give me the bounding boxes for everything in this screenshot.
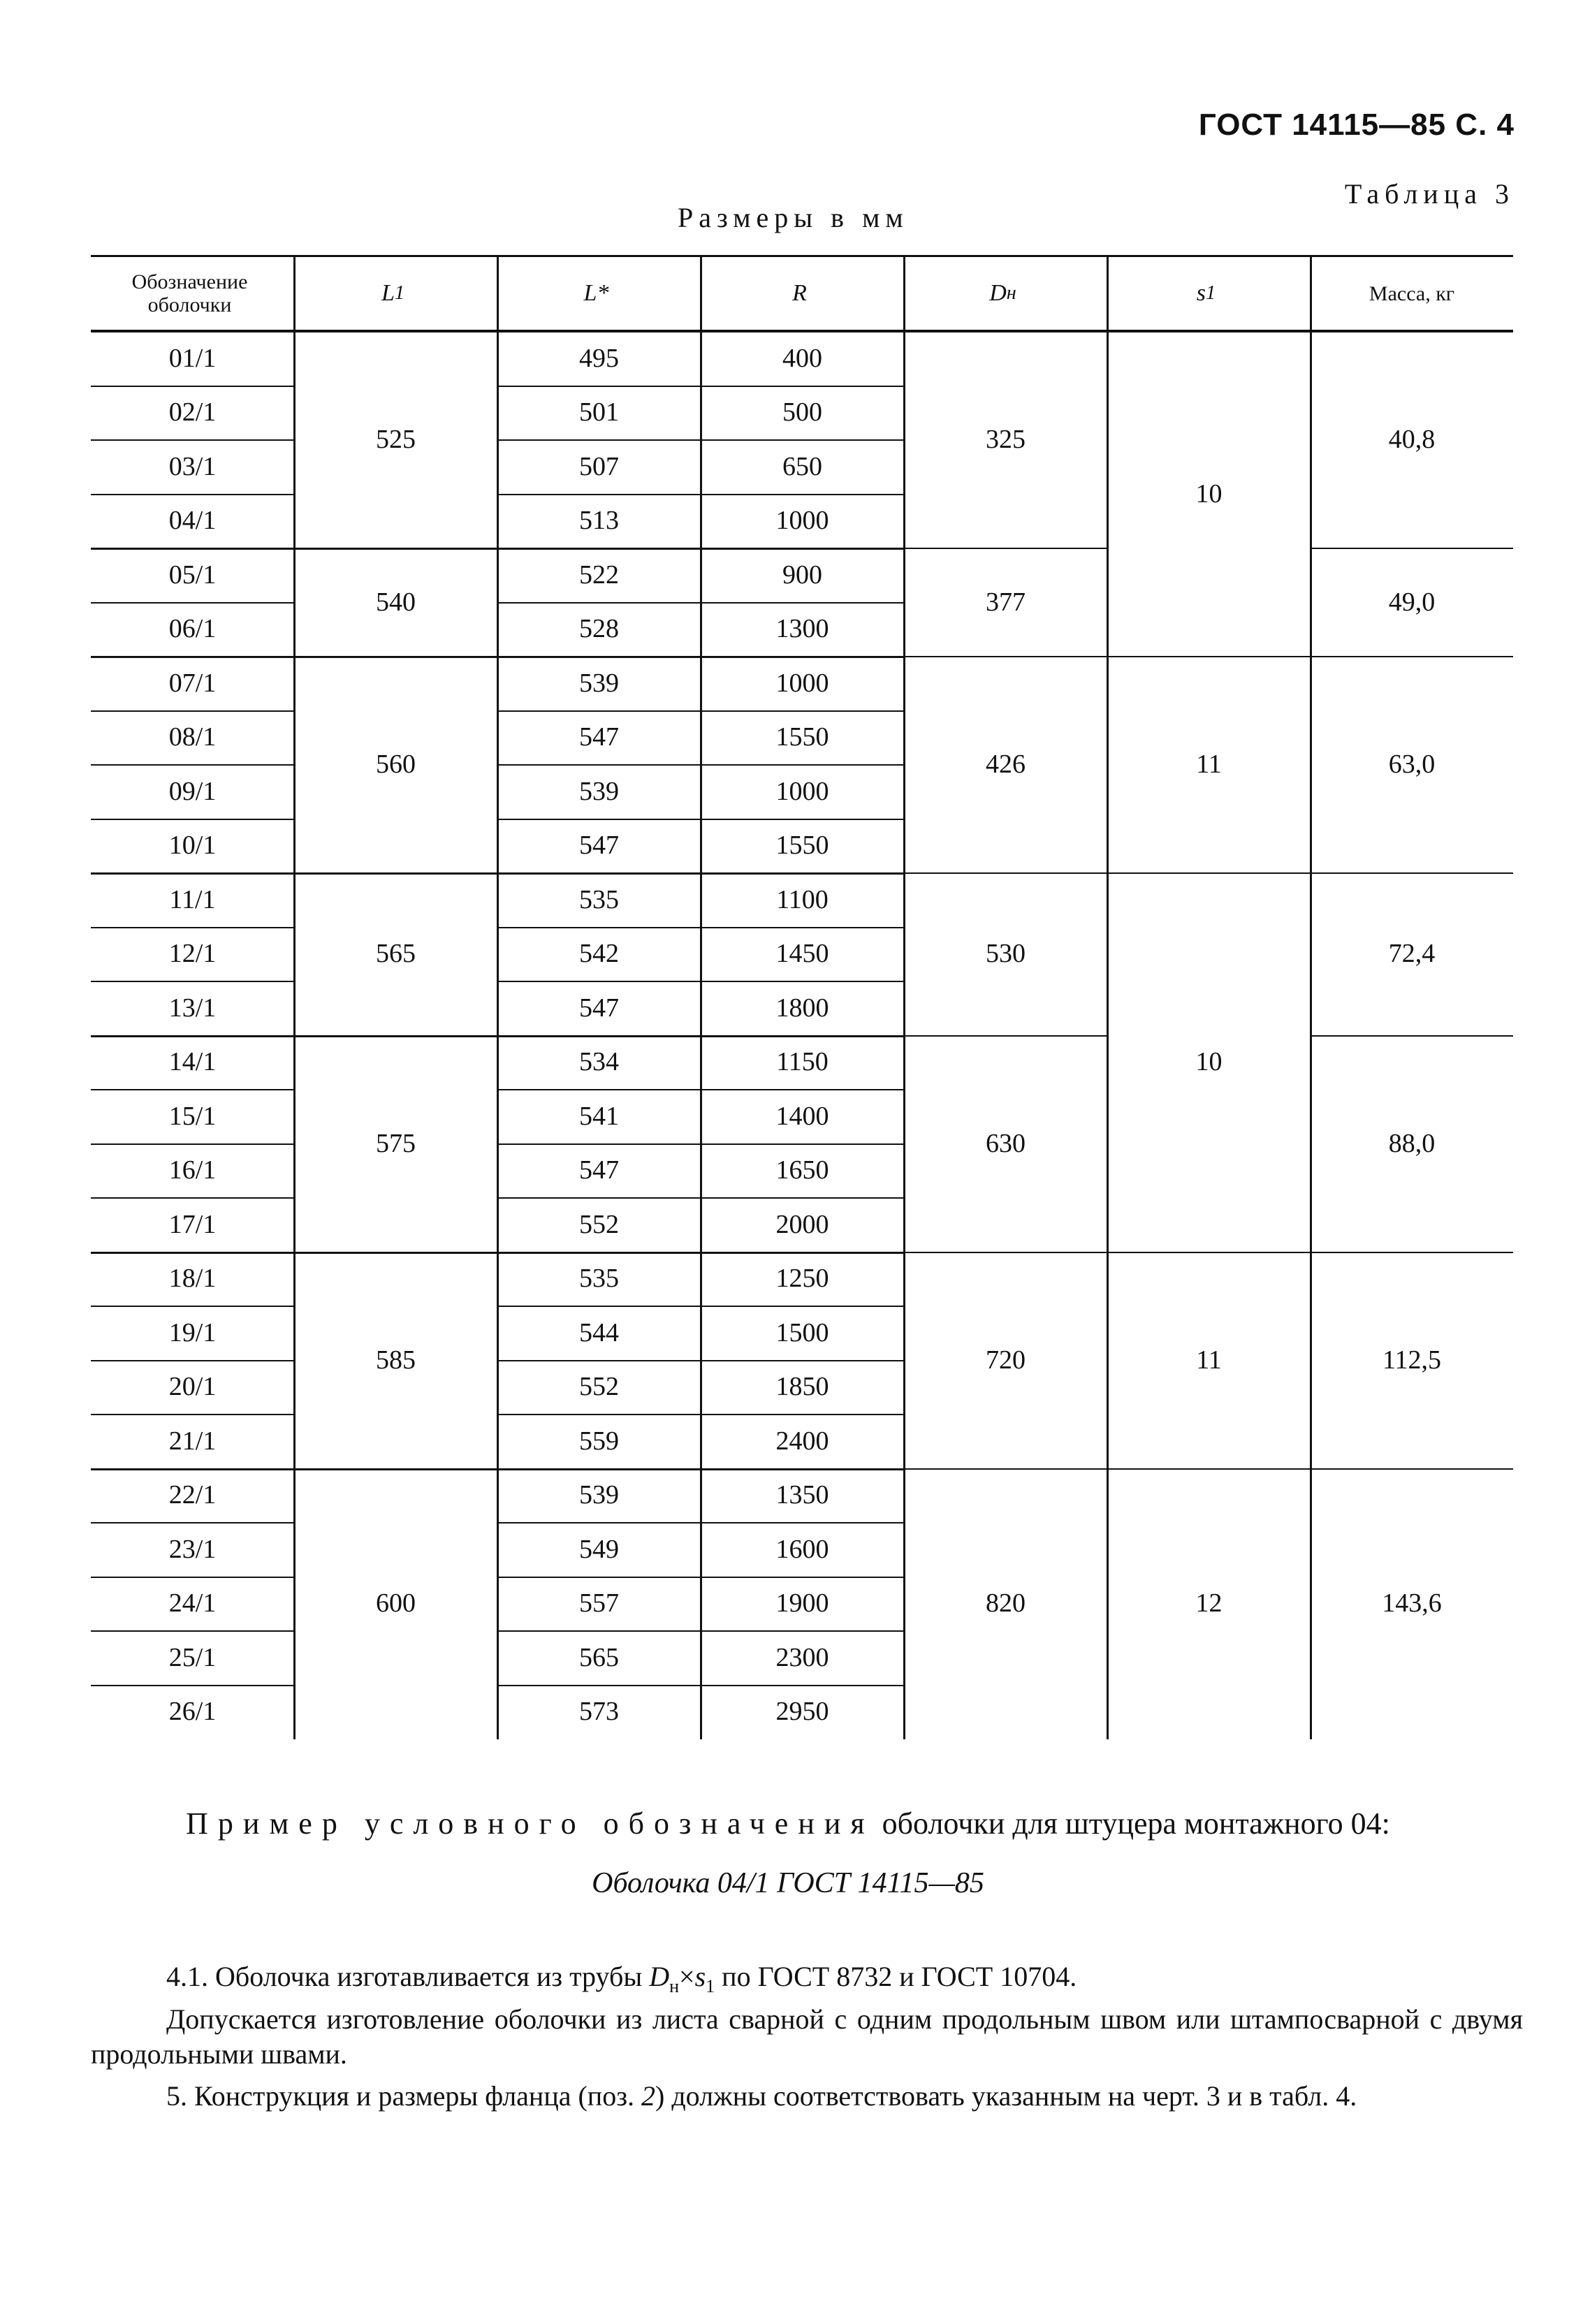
- l-cell: 573: [579, 1697, 619, 1727]
- r-cell: 1100: [776, 884, 829, 914]
- designation-cell: 26/1: [168, 1697, 217, 1727]
- l1-group-cell: 525: [376, 425, 416, 455]
- group-separator: [91, 656, 904, 658]
- l-cell: 544: [579, 1317, 619, 1347]
- designation-cell: 20/1: [168, 1372, 217, 1402]
- r-cell: 1350: [775, 1480, 829, 1510]
- col-header-l: L*: [583, 280, 609, 307]
- s1-group-cell: 10: [1195, 478, 1223, 509]
- designation-cell: 07/1: [168, 668, 217, 698]
- r-cell: 500: [782, 397, 822, 427]
- group-rule: [904, 1468, 1107, 1470]
- r-cell: 1000: [775, 506, 829, 536]
- l-cell: 541: [579, 1101, 619, 1131]
- group-rule: [1107, 872, 1311, 874]
- group-separator: [91, 1252, 904, 1254]
- r-cell: 1850: [775, 1372, 829, 1402]
- col-header-r: R: [792, 280, 807, 307]
- group-separator: [91, 548, 904, 550]
- r-cell: 400: [782, 343, 822, 373]
- l1-group-cell: 560: [376, 750, 416, 780]
- mass-group-cell: 88,0: [1388, 1128, 1436, 1158]
- r-cell: 1500: [775, 1317, 829, 1347]
- l-cell: 549: [579, 1534, 619, 1564]
- group-rule: [1107, 656, 1311, 657]
- l-cell: 542: [579, 939, 619, 969]
- designation-cell: 13/1: [168, 993, 217, 1023]
- designation-cell: 21/1: [168, 1426, 217, 1456]
- s1-group-cell: 10: [1195, 1047, 1223, 1077]
- designation-cell: 03/1: [168, 451, 217, 481]
- group-separator: [91, 1468, 904, 1470]
- l-cell: 547: [579, 722, 619, 752]
- s1-group-cell: 11: [1196, 1345, 1222, 1375]
- l-cell: 552: [579, 1372, 619, 1402]
- group-rule: [904, 1035, 1107, 1037]
- page-header: ГОСТ 14115—85 С. 4: [1198, 108, 1515, 142]
- designation-cell: 08/1: [168, 722, 217, 752]
- paragraph-4-1: 4.1. Оболочка изготавливается из трубы $D_н\times s_1$ по ГОСТ 8732 и ГОСТ 10704.: [166, 1961, 1077, 1996]
- dn-group-cell: 630: [986, 1128, 1026, 1158]
- l-cell: 547: [579, 831, 619, 861]
- mass-group-cell: 49,0: [1388, 587, 1436, 617]
- group-separator: [91, 872, 904, 875]
- designation-cell: 24/1: [168, 1588, 217, 1618]
- r-cell: 1150: [776, 1047, 829, 1077]
- designation-cell: 01/1: [168, 343, 217, 373]
- designation-cell: 02/1: [168, 397, 217, 427]
- designation-cell: 12/1: [168, 939, 217, 969]
- dn-group-cell: 426: [986, 750, 1026, 780]
- r-cell: 1400: [775, 1101, 829, 1131]
- paragraph-allowed: Допускается изготовление оболочки из листа сварной с одним продольным швом или штампосварной с двумя продольными швами.: [91, 2003, 1523, 2070]
- l-cell: 557: [579, 1588, 619, 1618]
- group-rule: [1311, 548, 1513, 549]
- l-cell: 501: [579, 397, 619, 427]
- col-header-mass: Масса, кг: [1369, 282, 1455, 305]
- l-cell: 495: [579, 343, 619, 373]
- l1-group-cell: 565: [376, 939, 416, 969]
- l-cell: 547: [579, 1155, 619, 1185]
- group-separator: [91, 1035, 904, 1037]
- l-cell: 539: [579, 1480, 619, 1510]
- group-rule: [1107, 1468, 1311, 1470]
- designation-cell: 14/1: [168, 1047, 217, 1077]
- designation-cell: 11/1: [169, 884, 216, 914]
- l-cell: 552: [579, 1209, 619, 1239]
- l-cell: 528: [579, 614, 619, 644]
- l1-group-cell: 575: [376, 1128, 416, 1158]
- l-cell: 539: [579, 776, 619, 806]
- l-cell: 507: [579, 451, 619, 481]
- l1-group-cell: 540: [376, 587, 416, 617]
- s1-group-cell: 11: [1196, 750, 1222, 780]
- l-cell: 547: [579, 993, 619, 1023]
- r-cell: 1600: [775, 1534, 829, 1564]
- designation-cell: 18/1: [168, 1264, 217, 1294]
- group-rule: [1311, 656, 1513, 657]
- dn-group-cell: 325: [986, 425, 1026, 455]
- designation-cell: 09/1: [168, 776, 217, 806]
- designation-cell: 06/1: [168, 614, 217, 644]
- mass-group-cell: 40,8: [1388, 425, 1436, 455]
- r-cell: 1250: [775, 1264, 829, 1294]
- group-rule: [1107, 1252, 1311, 1253]
- l-cell: 559: [579, 1426, 619, 1456]
- r-cell: 1000: [775, 668, 829, 698]
- r-cell: 1550: [775, 831, 829, 861]
- r-cell: 1450: [775, 939, 829, 969]
- units-caption: Размеры в мм: [678, 202, 909, 233]
- designation-cell: 19/1: [168, 1317, 217, 1347]
- l1-group-cell: 600: [376, 1588, 416, 1618]
- r-cell: 1000: [775, 776, 829, 806]
- group-rule: [904, 548, 1107, 549]
- l-cell: 534: [579, 1047, 619, 1077]
- r-cell: 1650: [775, 1155, 829, 1185]
- r-cell: 2950: [775, 1697, 829, 1727]
- mass-group-cell: 143,6: [1382, 1588, 1442, 1618]
- group-rule: [904, 656, 1107, 657]
- l-cell: 565: [579, 1642, 619, 1672]
- mass-group-cell: 72,4: [1388, 939, 1436, 969]
- r-cell: 2000: [775, 1209, 829, 1239]
- l1-group-cell: 585: [376, 1345, 416, 1375]
- group-rule: [1311, 1252, 1513, 1253]
- r-cell: 1300: [775, 614, 829, 644]
- dn-group-cell: 820: [986, 1588, 1026, 1618]
- group-rule: [904, 1252, 1107, 1253]
- dn-group-cell: 720: [986, 1345, 1026, 1375]
- mass-group-cell: 63,0: [1388, 750, 1436, 780]
- l-cell: 513: [579, 506, 619, 536]
- designation-cell: 25/1: [168, 1642, 217, 1672]
- table-number: Таблица 3: [1344, 178, 1515, 210]
- col-header-designation: Обозначение оболочки: [131, 270, 248, 316]
- r-cell: 2300: [775, 1642, 829, 1672]
- designation-cell: 16/1: [168, 1155, 217, 1185]
- l-cell: 535: [579, 884, 619, 914]
- designation-cell: 23/1: [168, 1534, 217, 1564]
- designation-cell: 10/1: [168, 831, 217, 861]
- group-rule: [1311, 1035, 1513, 1037]
- r-cell: 2400: [775, 1426, 829, 1456]
- s1-group-cell: 12: [1195, 1588, 1223, 1618]
- r-cell: 900: [782, 560, 822, 590]
- mass-group-cell: 112,5: [1382, 1345, 1442, 1375]
- example-designation: Оболочка 04/1 ГОСТ 14115—85: [592, 1867, 984, 1899]
- r-cell: 1550: [775, 722, 829, 752]
- r-cell: 650: [782, 451, 822, 481]
- designation-cell: 05/1: [168, 560, 217, 590]
- dn-group-cell: 377: [986, 587, 1026, 617]
- col-header-s1: s 1: [1196, 280, 1216, 307]
- designation-cell: 17/1: [168, 1209, 217, 1239]
- r-cell: 1900: [775, 1588, 829, 1618]
- designation-cell: 15/1: [168, 1101, 217, 1131]
- l-cell: 539: [579, 668, 619, 698]
- group-rule: [904, 872, 1107, 874]
- designation-cell: 04/1: [168, 506, 217, 536]
- group-rule: [1311, 1468, 1513, 1470]
- paragraph-5: 5. Конструкция и размеры фланца (поз. 2) должны соответствовать указанным на черт. 3 и в табл. 4.: [166, 2080, 1357, 2112]
- dn-group-cell: 530: [986, 939, 1026, 969]
- table-top-rule: [91, 255, 1513, 257]
- col-header-l1: L 1: [381, 280, 405, 307]
- example-title: Пример условного обозначения оболочки для штуцера монтажного 04:: [186, 1806, 1390, 1841]
- r-cell: 1800: [775, 993, 829, 1023]
- designation-cell: 22/1: [168, 1480, 217, 1510]
- l-cell: 535: [579, 1264, 619, 1294]
- col-header-dn: D н: [989, 280, 1016, 307]
- group-rule: [1311, 872, 1513, 874]
- dimensions-table: [91, 255, 1513, 1739]
- l-cell: 522: [579, 560, 619, 590]
